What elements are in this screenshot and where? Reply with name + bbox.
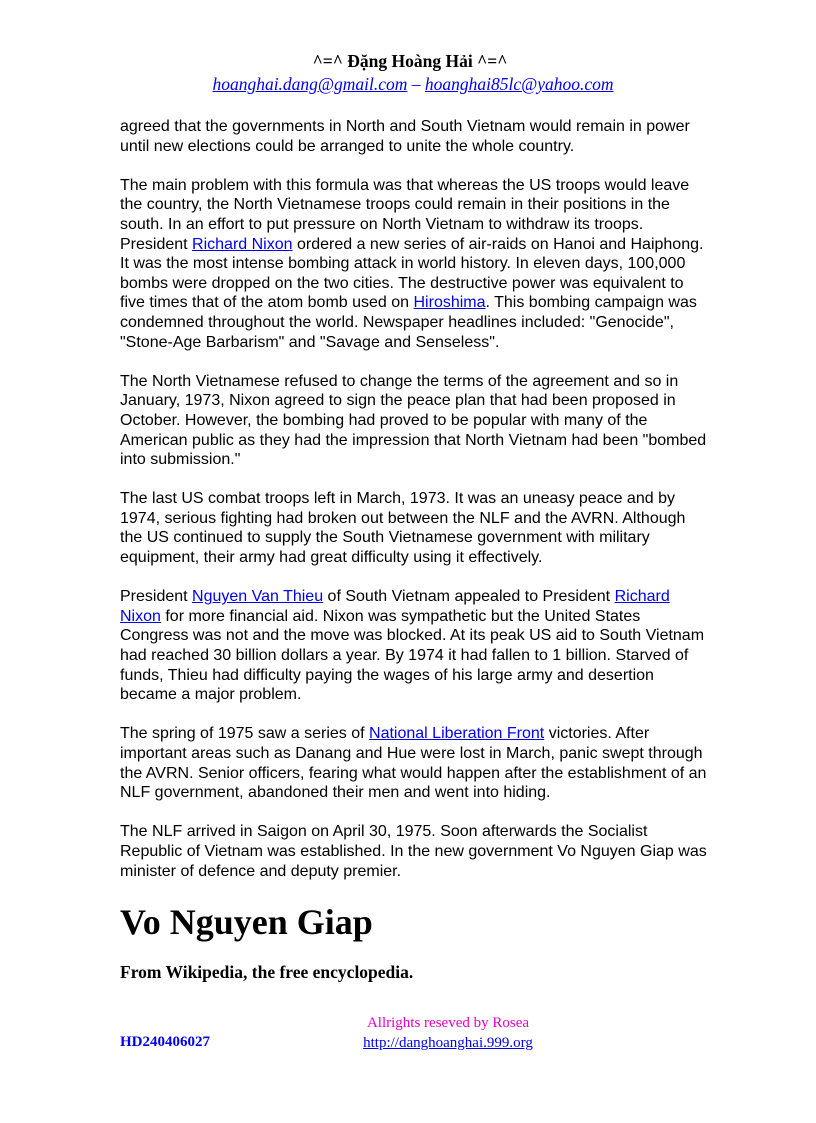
paragraph-6 [120, 724, 710, 802]
section-heading: Vo Nguyen Giap [120, 902, 373, 942]
section-subtitle: From Wikipedia, the free encyclopedia. [120, 962, 414, 982]
paragraph-text: The last US combat troops left in March, 1973. It was an uneasy peace and by 1974, serious fighting had broken out between the NLF and the AVRN. Although the US continued to supply the South Vietnamese government with military equipment, their army had great difficulty using it effectively. [120, 490, 686, 567]
paragraph-4 [120, 489, 710, 567]
paragraph-text: . This bombing campaign was condemned throughout the world. Newspaper headlines included: "Genocide", "Stone-Age Barbarism" and "Savage and Senseless". [120, 294, 697, 351]
header-emails [10, 72, 816, 96]
paragraph-text: The NLF arrived in Saigon on April 30, 1975. Soon afterwards the Socialist Republic of Vietnam was established. In the new government Vo Nguyen Giap was minister of defence and deputy premier. [120, 823, 707, 880]
link-richard-nixon-2[interactable]: Richard Nixon [120, 588, 670, 625]
paragraph-1 [120, 117, 710, 156]
paragraph-3 [120, 372, 710, 470]
footer-site-link[interactable]: http://danghoanghai.999.org [363, 1035, 533, 1051]
paragraph-text: ordered a new series of air-raids on Hanoi and Haiphong. It was the most intense bombing attack in world history. In eleven days, 100,000 bombs were dropped on the two cities. The destructive power was equivalent to five times that of the atom bomb used on [120, 235, 704, 312]
link-richard-nixon[interactable]: Richard Nixon [192, 235, 293, 253]
email-link-yahoo[interactable]: hoanghai85lc@yahoo.com [424, 74, 614, 94]
email-link-gmail[interactable]: hoanghai.dang@gmail.com [212, 74, 408, 94]
paragraph-text: of South Vietnam appealed to President [323, 588, 615, 606]
header-title: ^=^ Đặng Hoàng Hải ^=^ [312, 51, 508, 71]
paragraph-2 [120, 176, 710, 352]
paragraph-text: The spring of 1975 saw a series of [120, 725, 370, 743]
article-body [120, 117, 710, 901]
page-header [0, 50, 816, 96]
paragraph-text: The main problem with this formula was that whereas the US troops would leave the country, the North Vietnamese troops could remain in their positions in the south. In an effort to put pressure on North Vietnam to withdraw its troops. President [120, 176, 690, 253]
paragraph-text: victories. After important areas such as Danang and Hue were lost in March, panic swept through the AVRN. Senior officers, fearing what would happen after the establishment of an NLF government, abandoned their men and went into hiding. [120, 725, 707, 802]
paragraph-text: agreed that the governments in North and South Vietnam would remain in power until new elections could be arranged to unite the whole country. [120, 118, 690, 155]
link-nguyen-van-thieu[interactable]: Nguyen Van Thieu [192, 588, 324, 606]
page-footer [300, 1013, 596, 1053]
paragraph-text: for more financial aid. Nixon was sympathetic but the United States Congress was not and the move was blocked. At its peak US aid to South Vietnam had reached 30 billion dollars a year. By 1974 it had fallen to 1 billion. Starved of funds, Thieu had difficulty paying the wages of his large army and desertion became a major problem. [120, 607, 705, 704]
paragraph-5 [120, 587, 710, 705]
paragraph-text: The North Vietnamese refused to change the terms of the agreement and so in January, 1973, Nixon agreed to sign the peace plan that had been proposed in October. However, the bombing had proved to be popular with many of the American public as they had the impression that North Vietnam had been "bombed into submission." [120, 372, 707, 469]
copyright-notice: Allrights reseved by Rosea [366, 1015, 530, 1031]
paragraph-text: President [120, 588, 193, 606]
email-separator: – [407, 74, 425, 94]
link-national-liberation-front[interactable]: National Liberation Front [369, 725, 545, 743]
link-hiroshima[interactable]: Hiroshima [413, 294, 486, 312]
paragraph-7 [120, 822, 710, 881]
document-id: HD240406027 [120, 1034, 210, 1050]
